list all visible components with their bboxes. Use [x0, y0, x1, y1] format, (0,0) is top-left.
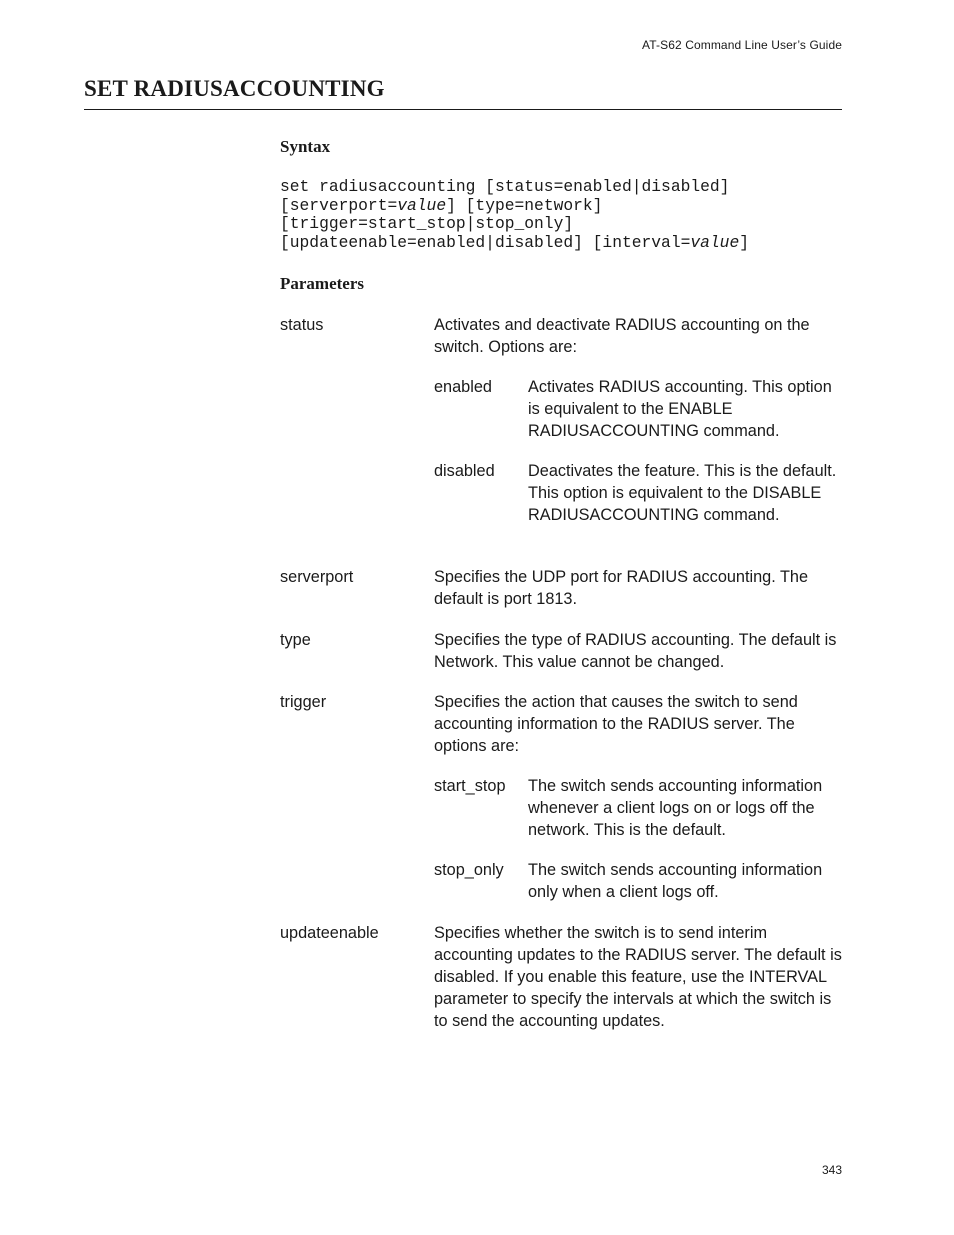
syntax-line-1: set radiusaccounting [status=enabled|disabled]: [280, 177, 730, 196]
option-desc-enabled: Activates RADIUS accounting. This option is equivalent to the ENABLE RADIUSACCOUNTING command.: [528, 378, 832, 440]
param-name-type: type: [280, 631, 311, 649]
syntax-block: [280, 178, 749, 253]
running-header: AT-S62 Command Line User’s Guide: [642, 38, 842, 52]
page-number: 343: [821, 1163, 842, 1177]
title-rule: [84, 109, 842, 110]
param-name-serverport: serverport: [280, 568, 354, 586]
param-name-trigger: trigger: [280, 693, 327, 711]
syntax-variable: value: [397, 195, 447, 215]
syntax-line-4: [updateenable=enabled|disabled] [interval=value]: [280, 233, 749, 253]
page-title: SET RADIUSACCOUNTING: [84, 76, 385, 101]
syntax-line-2: [serverport=value] [type=network]: [280, 195, 603, 215]
param-desc-trigger: Specifies the action that causes the switch to send accounting information to the RADIUS server. The options are:: [434, 693, 798, 755]
parameters-heading: Parameters: [280, 274, 365, 293]
option-name-enabled: enabled: [434, 378, 492, 396]
option-name-stop-only: stop_only: [434, 861, 504, 879]
option-name-disabled: disabled: [434, 462, 495, 480]
option-desc-stop-only: The switch sends accounting information only when a client logs off.: [528, 861, 823, 901]
param-desc-serverport: Specifies the UDP port for RADIUS accounting. The default is port 1813.: [434, 568, 809, 608]
param-desc-type: Specifies the type of RADIUS accounting. The default is Network. This value cannot be changed.: [434, 631, 837, 671]
param-name-status: status: [280, 316, 324, 334]
syntax-variable: value: [690, 233, 740, 253]
option-desc-disabled: Deactivates the feature. This is the default. This option is equivalent to the DISABLE RADIUSACCOUNTING command.: [528, 462, 837, 524]
param-desc-status: Activates and deactivate RADIUS accounting on the switch. Options are:: [434, 316, 810, 356]
syntax-line-3: [trigger=start_stop|stop_only]: [280, 214, 574, 234]
option-desc-start-stop: The switch sends accounting information whenever a client logs on or logs off the network. This is the default.: [528, 777, 823, 839]
option-name-start-stop: start_stop: [434, 777, 506, 795]
syntax-heading: Syntax: [280, 137, 331, 156]
param-desc-updateenable: Specifies whether the switch is to send interim accounting updates to the RADIUS server. The default is disabled. If you enable this feature, use the INTERVAL parameter to specify the intervals at which the switch is to send the accounting updates.: [434, 924, 842, 1030]
param-name-updateenable: updateenable: [280, 924, 379, 942]
